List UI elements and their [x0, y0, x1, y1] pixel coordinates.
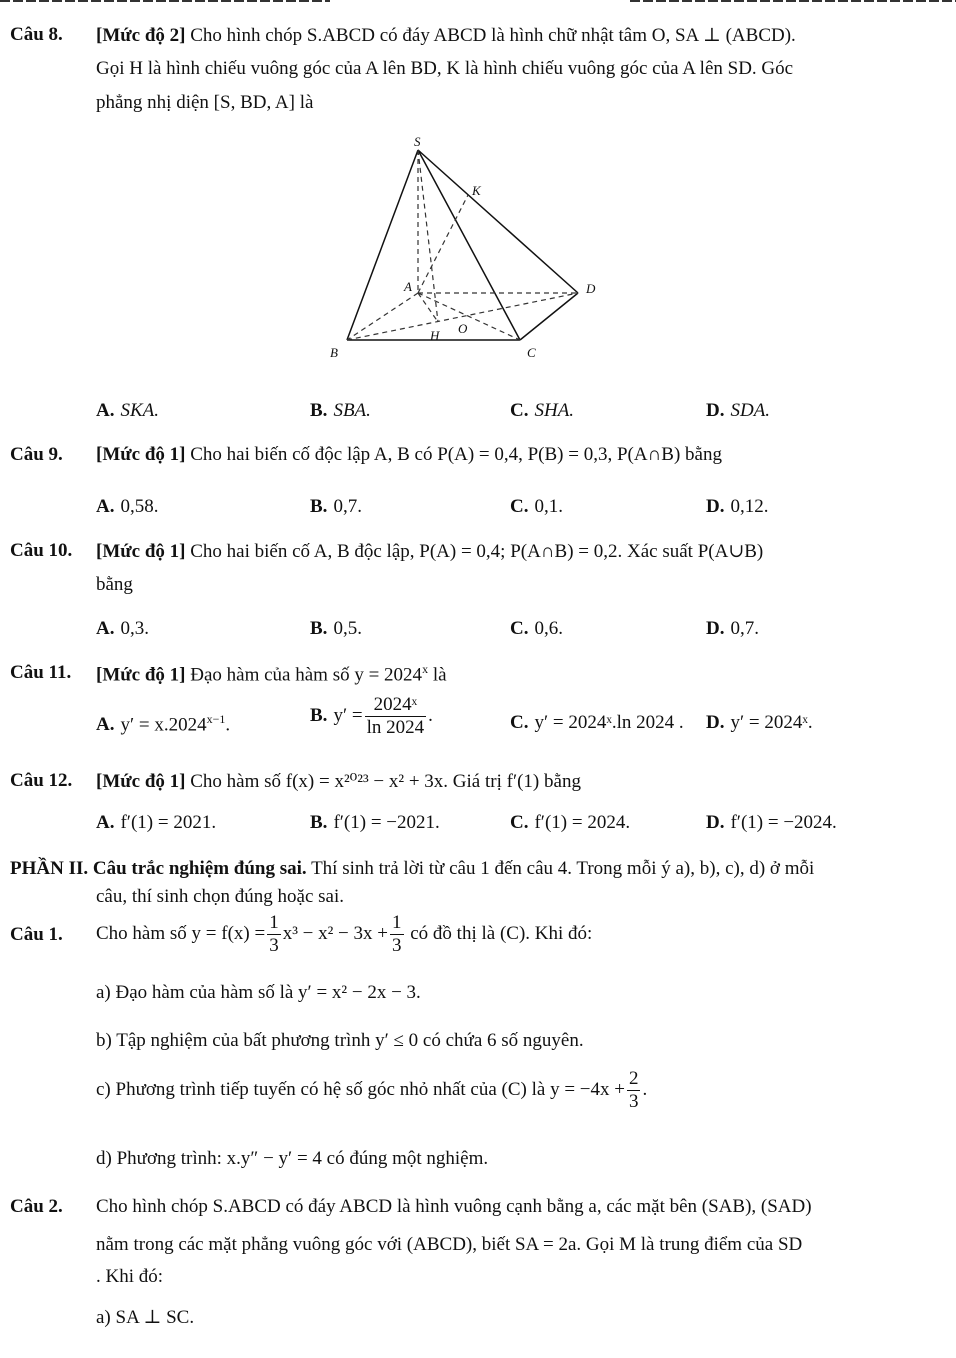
q9-option-b: B. 0,7. [310, 496, 362, 517]
p2q1-item-d: d) Phương trình: x.y″ − y′ = 4 có đúng một nghiệm. [96, 1148, 489, 1169]
label-A: A [404, 279, 412, 294]
p2q1-item-a: a) Đạo hàm của hàm số là y′ = x² − 2x − 3. [96, 982, 421, 1003]
seg-SH [418, 150, 438, 322]
q10-number: Câu 10. [10, 540, 73, 561]
q9-number: Câu 9. [10, 444, 63, 465]
p2q2-line2: nằm trong các mặt phẳng vuông góc với (ABCD), biết SA = 2a. Gọi M là trung điểm của SD [96, 1234, 803, 1255]
label-K: K [472, 183, 481, 198]
q12-option-c: C. f′(1) = 2024. [510, 812, 631, 833]
q12-option-d: D. f′(1) = −2024. [706, 812, 837, 833]
q8-text1: Cho hình chóp S.ABCD có đáy ABCD là hình chữ nhật tâm O, SA ⊥ (ABCD). [190, 25, 796, 46]
q10-option-b: B. 0,5. [310, 618, 362, 639]
q11-option-b: B. y′ = $\frac{\text{2024ˣ}}{\ln 2024}$ . [310, 694, 433, 738]
q8-level: [Mức độ 2] [96, 25, 186, 46]
label-D: D [586, 281, 596, 296]
label-S: S [414, 135, 421, 149]
q10-option-d: D. 0,7. [706, 618, 759, 639]
q12-option-a: A. f′(1) = 2021. [96, 812, 217, 833]
label-C: C [527, 345, 536, 360]
q8-option-b: B. SBA. [310, 400, 371, 421]
q12-option-b: B. f′(1) = −2021. [310, 812, 440, 833]
q10-option-a: A. 0,3. [96, 618, 149, 639]
edge-CD [520, 293, 578, 340]
label-H: H [430, 328, 440, 343]
part2-title: PHẦN II. Câu trắc nghiệm đúng sai. [10, 858, 307, 879]
q8-line2: Gọi H là hình chiếu vuông góc của A lên BD, K là hình chiếu vuông góc của A lên SD. Góc [96, 58, 794, 79]
q10-option-c: C. 0,6. [510, 618, 563, 639]
q12-number: Câu 12. [10, 770, 73, 791]
edge-SB [347, 150, 418, 340]
edge-SC [418, 150, 520, 340]
q9-option-a: A. 0,58. [96, 496, 159, 517]
p2q1-item-c: c) Phương trình tiếp tuyến có hệ số góc nhỏ nhất của (C) là y = −4x + $\frac{2}{3}$ . [96, 1068, 648, 1112]
part2-heading: PHẦN II. Câu trắc nghiệm đúng sai. Thí sinh trả lời từ câu 1 đến câu 4. Trong mỗi ý a), b), c), d) ở mỗi [10, 858, 815, 879]
q10-line1: [Mức độ 1] Cho hai biến cố A, B độc lập, P(A) = 0,4; P(A∩B) = 0,2. Xác suất P(A∪B) [96, 541, 764, 562]
header-strip [0, 0, 956, 6]
label-O: O [458, 321, 468, 336]
part2-line2: câu, thí sinh chọn đúng hoặc sai. [96, 886, 345, 907]
q8-number: Câu 8. [10, 24, 63, 45]
p2q2-line3: . Khi đó: [96, 1266, 164, 1287]
q10-line2: bằng [96, 574, 133, 595]
q11-option-a: A. $y' = x.2024^{x-1}$. [96, 712, 231, 736]
q11-option-d: D. y′ = 2024ˣ. [706, 712, 813, 733]
p2q2-number: Câu 2. [10, 1196, 63, 1217]
p2q1-number: Câu 1. [10, 924, 63, 945]
q11-line1: [Mức độ 1] Đạo hàm của hàm số $y = 2024^x$ là [96, 662, 447, 686]
q11-option-c: C. y′ = 2024ˣ.ln 2024 . [510, 712, 684, 733]
q8-option-d: D. SDA. [706, 400, 771, 421]
q11-number: Câu 11. [10, 662, 72, 683]
pyramid-figure [310, 135, 620, 360]
edge-SD [418, 150, 578, 293]
p2q1-line1: Cho hàm số y = f(x) = $\frac{1}{3}$ x³ − x² − 3x + $\frac{1}{3}$ có đồ thị là (C). Khi đó: [96, 912, 593, 956]
p2q2-item-a: a) SA ⊥ SC. [96, 1307, 195, 1328]
q8-option-c: C. SHA. [510, 400, 575, 421]
q8-line3: phẳng nhị diện [S, BD, A] là [96, 92, 314, 113]
seg-AK [418, 195, 468, 293]
q8-option-a: A. SKA. [96, 400, 160, 421]
q8-line1 [96, 24, 796, 47]
q9-option-d: D. 0,12. [706, 496, 769, 517]
p2q2-line1: Cho hình chóp S.ABCD có đáy ABCD là hình vuông cạnh bằng a, các mặt bên (SAB), (SAD) [96, 1196, 812, 1217]
q12-line1: [Mức độ 1] Cho hàm số f(x) = x²⁰²³ − x² + 3x. Giá trị f′(1) bằng [96, 771, 581, 792]
q9-option-c: C. 0,1. [510, 496, 563, 517]
q9-line1: [Mức độ 1] Cho hai biến cố độc lập A, B có P(A) = 0,4, P(B) = 0,3, P(A∩B) bằng [96, 444, 722, 465]
p2q1-item-b: b) Tập nghiệm của bất phương trình y′ ≤ 0 có chứa 6 số nguyên. [96, 1030, 584, 1051]
label-B: B [330, 345, 338, 360]
